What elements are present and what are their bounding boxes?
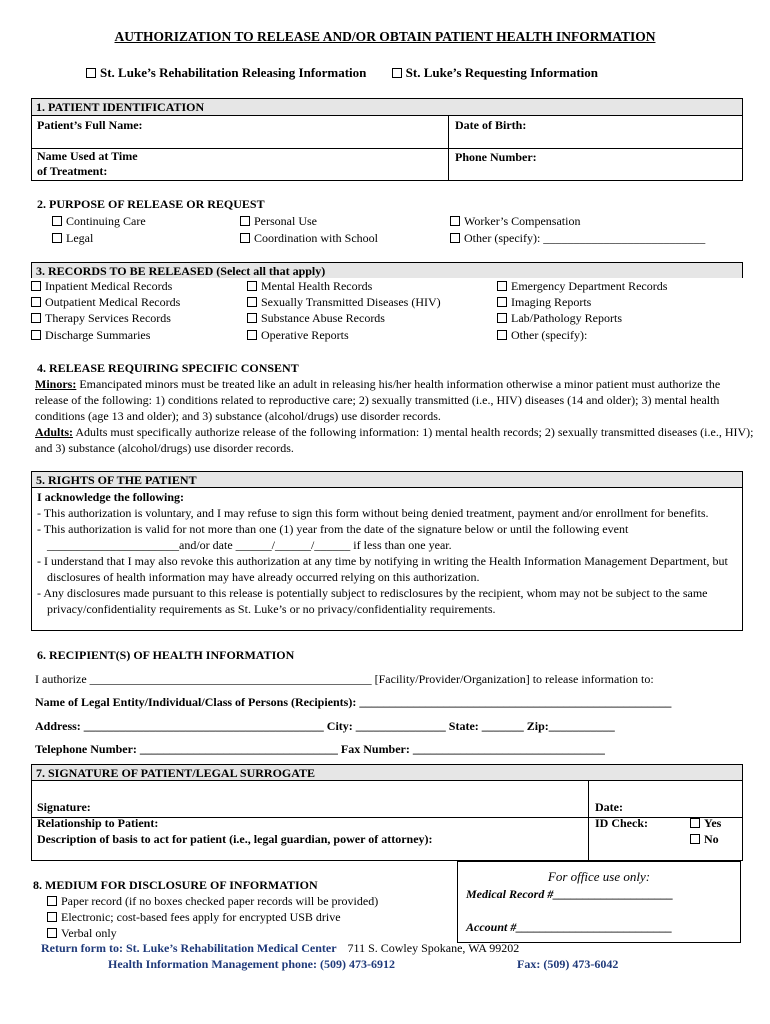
office-use-box (457, 861, 741, 943)
section-heading: 7. SIGNATURE OF PATIENT/LEGAL SURROGATE (32, 765, 742, 781)
header-choices (86, 64, 620, 82)
description-field[interactable]: Description of basis to act for patient (i.e., legal guardian, power of attorney): (37, 832, 433, 846)
section-heading: 3. RECORDS TO BE RELEASED (Select all that apply) (31, 262, 743, 278)
footer-him-phone: Health Information Management phone: (509) 473-6912 (108, 957, 395, 971)
list-item: - Any disclosures made pursuant to this release is potentially subject to redisclosures by the recipient, whom may not be subject to the same privacy/confidentiality requirements as St. Luke’s or no privacy/confidentiality requirements. (37, 586, 708, 616)
table-row (31, 310, 743, 326)
checkbox-icon[interactable] (450, 216, 460, 226)
table-row (31, 327, 743, 343)
checkbox-icon[interactable] (247, 330, 257, 340)
full-name-field[interactable]: Patient’s Full Name: (37, 118, 143, 132)
record-option[interactable]: Substance Abuse Records (247, 310, 497, 326)
phone-field[interactable]: Phone Number: (455, 150, 537, 164)
footer-fax: Fax: (509) 473-6042 (517, 957, 619, 971)
medium-verbal[interactable]: Verbal only (47, 925, 117, 941)
record-option[interactable]: Emergency Department Records (497, 278, 743, 294)
signature-field[interactable]: Signature: (37, 800, 91, 814)
telephone-line[interactable]: Telephone Number: _________________________________ Fax Number: ________________________________ (35, 742, 605, 756)
checkbox-icon[interactable] (247, 281, 257, 291)
record-option[interactable]: Inpatient Medical Records (31, 278, 247, 294)
checkbox-icon[interactable] (47, 928, 57, 938)
purpose-personal-use[interactable]: Personal Use (240, 213, 317, 229)
checkbox-icon[interactable] (247, 297, 257, 307)
record-option[interactable]: Imaging Reports (497, 294, 743, 310)
checkbox-icon[interactable] (47, 896, 57, 906)
medical-record-field[interactable]: Medical Record #____________________ (466, 887, 674, 901)
record-option[interactable]: Outpatient Medical Records (31, 294, 247, 310)
checkbox-icon[interactable] (52, 216, 62, 226)
section-heading: 1. PATIENT IDENTIFICATION (32, 99, 742, 116)
record-option[interactable]: Lab/Pathology Reports (497, 310, 743, 326)
table-row (31, 278, 743, 294)
section-heading: 4. RELEASE REQUIRING SPECIFIC CONSENT (37, 361, 299, 375)
id-check-label: ID Check: (595, 816, 648, 830)
purpose-other[interactable]: Other (specify): ___________________________ (450, 230, 705, 246)
records-section (31, 262, 743, 343)
checkbox-icon[interactable] (450, 233, 460, 243)
purpose-continuing-care[interactable]: Continuing Care (52, 213, 146, 229)
purpose-legal[interactable]: Legal (52, 230, 93, 246)
checkbox-icon[interactable] (497, 330, 507, 340)
purpose-coordination-school[interactable]: Coordination with School (240, 230, 378, 246)
account-field[interactable]: Account #__________________________ (466, 920, 673, 934)
checkbox-icon[interactable] (240, 216, 250, 226)
minors-paragraph: Minors: Emancipated minors must be treated like an adult in releasing his/her health information otherwise a minor patient must authorize the release of the following: 1) conditions related to reproductive care; 2) sexually transmitted (i.e., HIV) diseases (14 and older); 3) mental health conditions (age 13 and older); and 3) substance (alcohol/drugs) use disorder records. (35, 377, 721, 423)
purpose-workers-comp[interactable]: Worker’s Compensation (450, 213, 580, 229)
checkbox-icon[interactable] (52, 233, 62, 243)
table-row (31, 294, 743, 310)
releasing-option[interactable]: St. Luke’s Rehabilitation Releasing Information (86, 65, 366, 80)
rights-intro: I acknowledge the following: (37, 490, 184, 504)
checkbox-icon[interactable] (31, 330, 41, 340)
checkbox-icon[interactable] (247, 313, 257, 323)
record-option[interactable]: Operative Reports (247, 327, 497, 343)
recipient-name-line[interactable]: Name of Legal Entity/Individual/Class of Persons (Recipients): ____________________________________________________ (35, 695, 672, 709)
adults-paragraph: Adults: Adults must specifically authorize release of the following information: 1) mental health records; 2) sexually transmitted diseases (i.e., HIV); and 3) substance (alcohol/drugs) use disorder records. (35, 425, 754, 455)
list-item: - This authorization is voluntary, and I may refuse to sign this form without being denied treatment, payment and/or enrollment for benefits. (37, 506, 709, 520)
checkbox-icon[interactable] (31, 297, 41, 307)
dob-field[interactable]: Date of Birth: (455, 118, 527, 132)
patient-identification-section (31, 98, 743, 181)
section-heading: 8. MEDIUM FOR DISCLOSURE OF INFORMATION (33, 878, 318, 892)
record-option[interactable]: Sexually Transmitted Diseases (HIV) (247, 294, 497, 310)
section-heading: 5. RIGHTS OF THE PATIENT (32, 472, 742, 488)
checkbox-icon[interactable] (240, 233, 250, 243)
signature-section (31, 764, 743, 861)
form-title: AUTHORIZATION TO RELEASE AND/OR OBTAIN PATIENT HEALTH INFORMATION (114, 29, 656, 44)
medium-electronic[interactable]: Electronic; cost-based fees apply for encrypted USB drive (47, 909, 341, 925)
record-option[interactable]: Therapy Services Records (31, 310, 247, 326)
requesting-option[interactable]: St. Luke’s Requesting Information (392, 65, 598, 80)
list-item: - I understand that I may also revoke this authorization at any time by notifying in writing the Health Information Management Department, but disclosures of health information may have already occurred relying on this authorization. (37, 554, 728, 584)
id-check-yes[interactable]: Yes (687, 813, 724, 833)
rights-list (37, 505, 737, 617)
record-option[interactable]: Other (specify): (497, 327, 743, 343)
section-heading: 6. RECIPIENT(S) OF HEALTH INFORMATION (37, 648, 295, 662)
checkbox-icon[interactable] (497, 281, 507, 291)
checkbox-icon[interactable] (31, 281, 41, 291)
checkbox-icon[interactable] (31, 313, 41, 323)
checkbox-icon[interactable] (392, 68, 402, 78)
section-heading: 2. PURPOSE OF RELEASE OR REQUEST (37, 197, 265, 211)
checkbox-icon[interactable] (497, 313, 507, 323)
relationship-field[interactable]: Relationship to Patient: (37, 816, 159, 830)
list-item: - This authorization is valid for not more than one (1) year from the date of the signature below or until the following event ______________________and/or date ______/______/______ if less than one year. (37, 522, 629, 552)
footer-return: Return form to: St. Luke’s Rehabilitation Medical Center 711 S. Cowley Spokane, WA 99202 (41, 941, 520, 955)
name-used-field[interactable]: Name Used at Time of Treatment: (37, 149, 138, 178)
checkbox-icon[interactable] (47, 912, 57, 922)
record-option[interactable]: Discharge Summaries (31, 327, 247, 343)
checkbox-icon[interactable] (690, 818, 700, 828)
medium-paper[interactable]: Paper record (if no boxes checked paper records will be provided) (47, 893, 378, 909)
date-field[interactable]: Date: (595, 800, 623, 814)
record-option[interactable]: Mental Health Records (247, 278, 497, 294)
rights-section (31, 471, 743, 631)
authorize-line[interactable]: I authorize _______________________________________________ [Facility/Provider/Organization] to release information to: (35, 672, 654, 686)
checkbox-icon[interactable] (86, 68, 96, 78)
office-use-title: For office use only: (547, 869, 651, 884)
records-table (31, 278, 743, 343)
id-check-no[interactable]: No (687, 829, 722, 849)
checkbox-icon[interactable] (497, 297, 507, 307)
address-line[interactable]: Address: ________________________________________ City: _______________ State: _______ Zip:___________ (35, 719, 615, 733)
checkbox-icon[interactable] (690, 834, 700, 844)
